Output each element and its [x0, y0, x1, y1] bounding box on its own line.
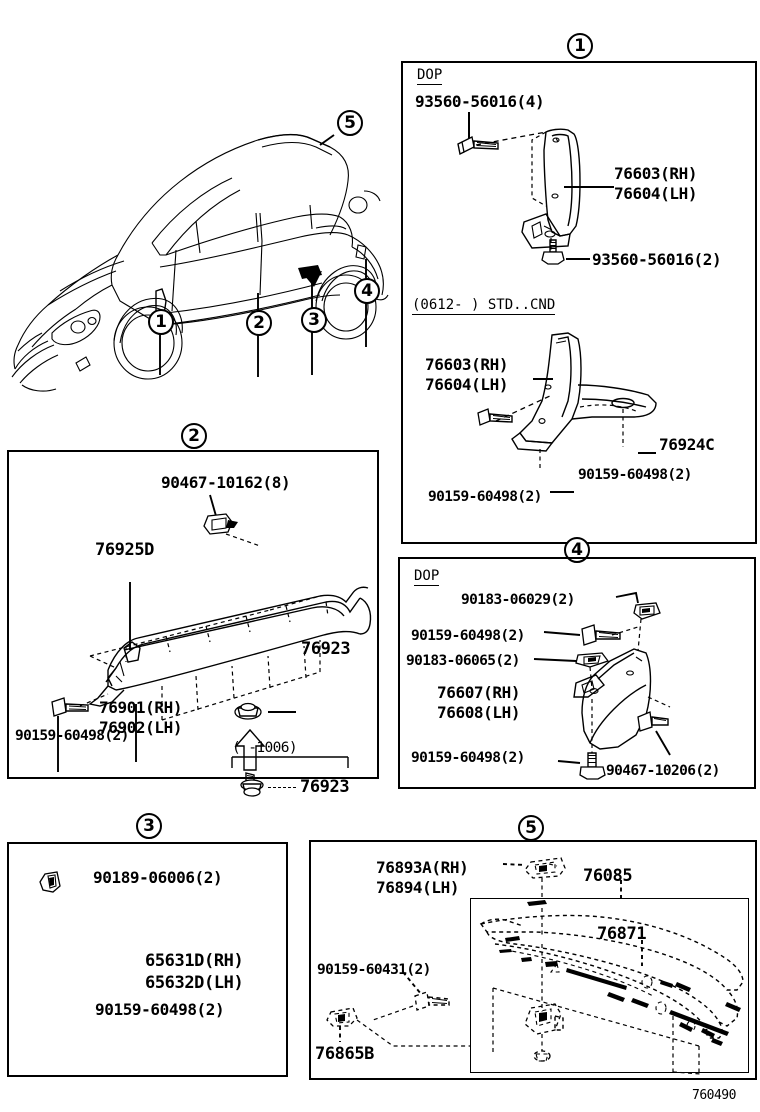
panel-3-index: 3: [136, 813, 162, 839]
vehicle-callout-4: 4: [354, 278, 380, 304]
bolt-icon-93560-bottom: [538, 240, 578, 272]
panel-1-std-lh-label: 76604(LH): [425, 375, 509, 394]
panel-4-mudguard-rh-label: 76607(RH): [437, 683, 521, 702]
panel-2-rocker-rh-label: 76901(RH): [99, 698, 183, 717]
panel-2-range-bracket: [230, 756, 350, 770]
panel-4-clip-a-label: 90183-06029(2): [461, 592, 575, 608]
panel-3-bolt-bottom-label: 90159-60498(2): [95, 1000, 225, 1019]
panel-4-bolt-a-label: 90159-60498(2): [411, 628, 525, 644]
panel-3-part-rh-label: 65631D(RH): [145, 951, 244, 971]
panel-4-mudguard-lh-label: 76608(LH): [437, 703, 521, 722]
bracket-icon-inner: [525, 1004, 563, 1034]
panel-5-bracket-rh-label: 76893A(RH): [376, 858, 469, 877]
vehicle-callout-2: 2: [246, 310, 272, 336]
panel-4-index: 4: [564, 537, 590, 563]
panel-2-index: 2: [181, 423, 207, 449]
panel-1-index: 1: [567, 33, 593, 59]
diagram-id-code: 760490: [692, 1088, 736, 1103]
bolt-icon-90159-panel4-bottom: [580, 753, 605, 779]
panel-1-mudguard-lh-label: 76604(LH): [614, 184, 698, 203]
vehicle-illustration: [0, 95, 400, 380]
panel-1-std-rh-label: 76603(RH): [425, 355, 509, 374]
panel-1-bolt-bottom-label: 93560-56016(2): [592, 250, 722, 269]
panel-5-bracket-lh-label: 76894(LH): [376, 878, 460, 897]
panel-1-std-header: (0612- ) STD..CND: [412, 297, 556, 313]
panel-2-range-note: ( -1006): [232, 740, 298, 756]
nut-icon-76923-right: [235, 704, 261, 720]
panel-1-bolt-right-leader: [550, 491, 574, 493]
panel-5-spoiler-asm-label: 76085: [583, 866, 633, 886]
panel-2-nut-right-label: 76923: [301, 639, 351, 659]
vehicle-callout-5: 5: [337, 110, 363, 136]
panel-3-illustration: [7, 842, 288, 1077]
panel-2-nut-bottom-leader: [268, 787, 296, 788]
panel-4-clip-b-label: 90183-06065(2): [406, 653, 520, 669]
bolt-icon-90159-left: [478, 409, 512, 425]
panel-5-index: 5: [518, 815, 544, 841]
panel-2-bolt-left-label: 90159-60498(2): [15, 728, 129, 744]
panel-2-76923-leader: [268, 711, 296, 713]
panel-1-76924c-leader: [638, 452, 656, 454]
panel-1-mudguard-rh-label: 76603(RH): [614, 164, 698, 183]
bolt-icon-90159-panel2: [52, 698, 88, 716]
panel-1-bolt-right-label: 90159-60498(2): [578, 467, 692, 483]
clip-icon-90183-06065: [576, 653, 608, 667]
panel-5-illustration: [309, 840, 757, 1080]
clip-icon-90467: [204, 514, 238, 534]
clip-icon-90183-06029: [634, 603, 660, 619]
panel-1-dop-header: DOP: [417, 67, 443, 83]
panel-2-retainer-label: 76925D: [95, 540, 155, 560]
panel-2-clip-top-label: 90467-10162(8): [161, 473, 291, 492]
panel-4-dop-header: DOP: [414, 568, 440, 584]
vehicle-callout-1: 1: [148, 309, 174, 335]
panel-5-bolt-label: 90159-60431(2): [317, 962, 431, 978]
panel-5-spoiler-label: 76871: [597, 924, 647, 944]
panel-1-bolt-bottom-leader: [566, 258, 590, 260]
panel-4-bolt-b-label: 90159-60498(2): [411, 750, 525, 766]
panel-3-part-lh-label: 65632D(LH): [145, 973, 244, 993]
bracket-icon-76893a: [525, 858, 565, 878]
panel-1-76924c-label: 76924C: [659, 435, 715, 454]
nut-icon-76923-bottom: [236, 773, 270, 799]
retainer-76925d: [124, 642, 140, 662]
panel-2-rocker-lh-label: 76902(LH): [99, 718, 183, 737]
panel-4-clip-c-label: 90467-10206(2): [606, 763, 720, 779]
nut-icon-inner: [534, 1051, 550, 1061]
clip-icon-76865b: [327, 1008, 357, 1026]
clip-icon-90189-06006: [40, 872, 60, 892]
clip-icon-90467-10206: [638, 712, 668, 731]
bolt-icon-90159-panel4-top: [582, 625, 620, 645]
panel-5-clip-label: 76865B: [315, 1044, 375, 1064]
panel-1-bolt-top-label: 93560-56016(4): [415, 92, 545, 111]
bolt-icon-90159-60431: [415, 992, 449, 1010]
panel-3-clip-top-label: 90189-06006(2): [93, 868, 223, 887]
panel-2-nut-bottom-label: 76923: [300, 777, 350, 797]
panel-1-mudguard-leader: [564, 186, 614, 188]
bolt-icon-93560-top: [458, 137, 498, 154]
panel-4-illustration: [398, 557, 756, 789]
vehicle-callout-3: 3: [301, 307, 327, 333]
panel-1-bolt-left-label: 90159-60498(2): [428, 489, 542, 505]
